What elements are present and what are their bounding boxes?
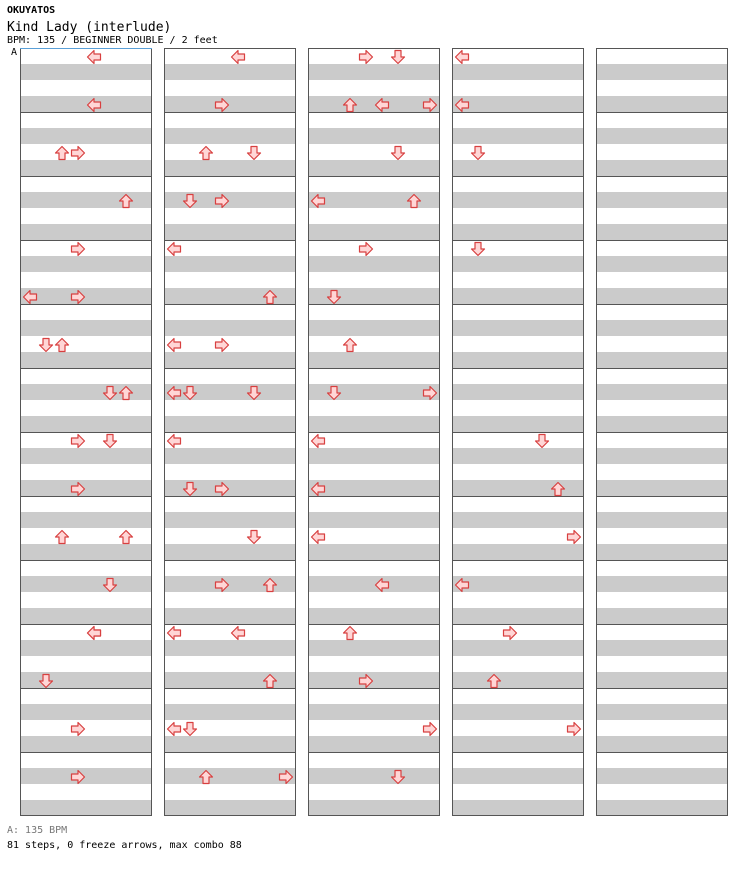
measure-line (452, 304, 584, 305)
column-border (596, 48, 597, 816)
bpm-legend: A: 135 BPM (7, 825, 68, 836)
step-arrow-right (502, 625, 518, 641)
measure-line (20, 752, 152, 753)
step-arrow-down (390, 145, 406, 161)
beat-band (308, 224, 440, 240)
beat-band (20, 224, 152, 240)
chart-column-2 (164, 48, 296, 816)
beat-band (308, 512, 440, 528)
step-arrow-down (390, 769, 406, 785)
beat-band (164, 256, 296, 272)
measure-line (596, 815, 728, 816)
beat-band (308, 64, 440, 80)
beat-band (20, 640, 152, 656)
column-border (295, 48, 296, 816)
step-arrow-left (22, 289, 38, 305)
beat-band (596, 192, 728, 208)
beat-band (596, 800, 728, 816)
song-title: Kind Lady (interlude) (7, 20, 172, 35)
step-arrow-down (102, 385, 118, 401)
beat-band (20, 352, 152, 368)
beat-band (164, 608, 296, 624)
beat-band (308, 640, 440, 656)
step-arrow-right (70, 769, 86, 785)
beat-band (452, 352, 584, 368)
beat-band (164, 352, 296, 368)
step-arrow-right (358, 49, 374, 65)
beat-band (596, 64, 728, 80)
step-arrow-left (230, 49, 246, 65)
measure-line (452, 815, 584, 816)
step-arrow-right (70, 721, 86, 737)
step-arrow-right (422, 97, 438, 113)
measure-line (308, 176, 440, 177)
beat-band (308, 672, 440, 688)
beat-band (596, 128, 728, 144)
step-arrow-up (198, 145, 214, 161)
step-arrow-left (166, 433, 182, 449)
beat-band (20, 160, 152, 176)
step-arrow-left (86, 625, 102, 641)
step-arrow-up (550, 481, 566, 497)
measure-line (20, 560, 152, 561)
beat-band (20, 416, 152, 432)
measure-line (596, 240, 728, 241)
beat-band (308, 448, 440, 464)
step-arrow-up (118, 385, 134, 401)
bpm-section-marker: A (11, 47, 18, 58)
chart-column-1 (20, 48, 152, 816)
measure-line (452, 368, 584, 369)
beat-band (452, 672, 584, 688)
step-arrow-right (70, 241, 86, 257)
measure-line (164, 815, 296, 816)
beat-band (452, 384, 584, 400)
step-arrow-left (310, 529, 326, 545)
step-arrow-right (422, 385, 438, 401)
column-border (164, 48, 165, 816)
beat-band (20, 448, 152, 464)
step-arrow-right (214, 193, 230, 209)
beat-band (452, 512, 584, 528)
measure-line (20, 496, 152, 497)
step-arrow-down (470, 145, 486, 161)
step-arrow-down (326, 385, 342, 401)
measure-line (452, 688, 584, 689)
measure-line (596, 560, 728, 561)
column-border (583, 48, 584, 816)
step-arrow-left (166, 337, 182, 353)
step-arrow-up (262, 577, 278, 593)
beat-band (20, 64, 152, 80)
beat-band (164, 736, 296, 752)
beat-band (164, 448, 296, 464)
beat-band (596, 544, 728, 560)
step-arrow-right (358, 241, 374, 257)
step-arrow-down (102, 433, 118, 449)
beat-band (308, 704, 440, 720)
measure-line (20, 815, 152, 816)
beat-band (20, 768, 152, 784)
step-arrow-left (166, 241, 182, 257)
measure-line (452, 560, 584, 561)
beat-band (452, 736, 584, 752)
step-arrow-down (182, 721, 198, 737)
step-arrow-down (246, 385, 262, 401)
measure-line (596, 176, 728, 177)
beat-band (20, 256, 152, 272)
step-arrow-left (310, 193, 326, 209)
chart-column-4 (452, 48, 584, 816)
measure-line (452, 432, 584, 433)
beat-band (308, 608, 440, 624)
measure-line (452, 624, 584, 625)
measure-line (596, 624, 728, 625)
measure-line (452, 752, 584, 753)
measure-line (164, 432, 296, 433)
beat-band (164, 800, 296, 816)
step-arrow-left (454, 49, 470, 65)
measure-line (596, 368, 728, 369)
step-arrow-up (486, 673, 502, 689)
step-arrow-left (166, 625, 182, 641)
beat-band (164, 704, 296, 720)
beat-band (452, 256, 584, 272)
step-arrow-down (182, 385, 198, 401)
beat-band (596, 320, 728, 336)
measure-line (308, 48, 440, 49)
step-arrow-left (454, 97, 470, 113)
step-arrow-up (342, 337, 358, 353)
step-arrow-left (230, 625, 246, 641)
beat-band (596, 384, 728, 400)
step-arrow-up (342, 97, 358, 113)
artist-name: OKUYATOS (7, 5, 56, 16)
step-arrow-right (70, 433, 86, 449)
beat-band (452, 640, 584, 656)
beat-band (596, 736, 728, 752)
beat-band (308, 416, 440, 432)
beat-band (452, 96, 584, 112)
column-border (727, 48, 728, 816)
beat-band (452, 800, 584, 816)
measure-line (308, 368, 440, 369)
beat-band (596, 96, 728, 112)
beat-band (596, 448, 728, 464)
beat-band (20, 736, 152, 752)
step-arrow-down (182, 193, 198, 209)
step-arrow-left (374, 577, 390, 593)
step-arrow-right (278, 769, 294, 785)
step-arrow-up (262, 673, 278, 689)
step-arrow-right (358, 673, 374, 689)
beat-band (452, 416, 584, 432)
step-arrow-up (406, 193, 422, 209)
beat-band (596, 416, 728, 432)
column-border (308, 48, 309, 816)
beat-band (308, 736, 440, 752)
beat-band (452, 608, 584, 624)
step-arrow-down (38, 337, 54, 353)
measure-line (308, 815, 440, 816)
step-arrow-left (86, 97, 102, 113)
step-arrow-left (86, 49, 102, 65)
beat-band (20, 512, 152, 528)
chart-column-5 (596, 48, 728, 816)
beat-band (308, 160, 440, 176)
beat-band (596, 576, 728, 592)
beat-band (596, 288, 728, 304)
beat-band (20, 608, 152, 624)
beat-band (452, 64, 584, 80)
beat-band (596, 160, 728, 176)
step-arrow-left (310, 433, 326, 449)
column-border (439, 48, 440, 816)
measure-line (164, 240, 296, 241)
step-arrow-right (566, 529, 582, 545)
beat-band (308, 256, 440, 272)
beat-band (452, 128, 584, 144)
beat-band (308, 320, 440, 336)
chart-meta: BPM: 135 / BEGINNER DOUBLE / 2 feet (7, 35, 218, 46)
step-arrow-right (214, 337, 230, 353)
measure-line (20, 432, 152, 433)
step-arrow-down (326, 289, 342, 305)
measure-line (596, 496, 728, 497)
step-arrow-down (534, 433, 550, 449)
beat-band (596, 640, 728, 656)
beat-band (596, 256, 728, 272)
step-arrow-up (198, 769, 214, 785)
beat-band (452, 768, 584, 784)
step-arrow-right (566, 721, 582, 737)
measure-line (308, 624, 440, 625)
beat-band (452, 224, 584, 240)
measure-line (596, 48, 728, 49)
measure-line (452, 112, 584, 113)
column-border (151, 48, 152, 816)
step-arrow-left (374, 97, 390, 113)
beat-band (20, 480, 152, 496)
beat-band (596, 672, 728, 688)
beat-band (452, 576, 584, 592)
chart-column-3 (308, 48, 440, 816)
step-arrow-right (70, 289, 86, 305)
measure-line (164, 112, 296, 113)
column-border (20, 48, 21, 816)
beat-band (452, 160, 584, 176)
measure-line (20, 368, 152, 369)
beat-band (596, 480, 728, 496)
beat-band (596, 224, 728, 240)
beat-band (20, 704, 152, 720)
beat-band (452, 544, 584, 560)
beat-band (452, 320, 584, 336)
step-arrow-down (38, 673, 54, 689)
measure-line (164, 560, 296, 561)
step-arrow-left (454, 577, 470, 593)
beat-band (164, 768, 296, 784)
beat-band (20, 576, 152, 592)
step-arrow-down (246, 529, 262, 545)
beat-band (164, 160, 296, 176)
beat-band (20, 544, 152, 560)
step-arrow-up (262, 289, 278, 305)
beat-band (452, 448, 584, 464)
beat-band (308, 352, 440, 368)
beat-band (308, 128, 440, 144)
measure-line (596, 112, 728, 113)
step-arrow-down (390, 49, 406, 65)
beat-band (20, 288, 152, 304)
beat-band (596, 704, 728, 720)
beat-band (164, 96, 296, 112)
beat-band (164, 128, 296, 144)
measure-line (308, 560, 440, 561)
beat-band (308, 544, 440, 560)
beat-band (596, 608, 728, 624)
measure-line (596, 688, 728, 689)
beat-band (20, 128, 152, 144)
measure-line (596, 432, 728, 433)
beat-band (20, 320, 152, 336)
step-arrow-right (70, 481, 86, 497)
step-arrow-left (310, 481, 326, 497)
step-arrow-up (54, 145, 70, 161)
measure-line (164, 176, 296, 177)
beat-band (164, 416, 296, 432)
step-arrow-right (214, 481, 230, 497)
step-arrow-up (54, 337, 70, 353)
beat-band (164, 512, 296, 528)
beat-band (596, 768, 728, 784)
chart-stats: 81 steps, 0 freeze arrows, max combo 88 (7, 840, 242, 851)
measure-line (308, 240, 440, 241)
beat-band (164, 224, 296, 240)
step-arrow-down (182, 481, 198, 497)
step-arrow-up (54, 529, 70, 545)
measure-line (20, 176, 152, 177)
step-arrow-down (102, 577, 118, 593)
measure-line (308, 752, 440, 753)
column-border (452, 48, 453, 816)
beat-band (308, 768, 440, 784)
beat-band (596, 512, 728, 528)
measure-line (20, 304, 152, 305)
measure-line (164, 752, 296, 753)
beat-band (596, 352, 728, 368)
beat-band (308, 800, 440, 816)
step-arrow-up (342, 625, 358, 641)
measure-line (308, 432, 440, 433)
beat-band (452, 288, 584, 304)
beat-band (164, 640, 296, 656)
measure-line (20, 240, 152, 241)
measure-line (308, 496, 440, 497)
step-arrow-up (118, 193, 134, 209)
measure-line (452, 48, 584, 49)
beat-band (164, 320, 296, 336)
beat-band (164, 64, 296, 80)
beat-band (452, 704, 584, 720)
step-arrow-right (70, 145, 86, 161)
measure-line (596, 304, 728, 305)
step-arrow-down (470, 241, 486, 257)
beat-band (308, 480, 440, 496)
step-arrow-up (118, 529, 134, 545)
step-arrow-left (166, 385, 182, 401)
measure-line (596, 752, 728, 753)
step-arrow-left (166, 721, 182, 737)
beat-band (164, 544, 296, 560)
step-arrow-right (422, 721, 438, 737)
measure-line (452, 176, 584, 177)
beat-band (20, 800, 152, 816)
measure-line (164, 368, 296, 369)
step-arrow-down (246, 145, 262, 161)
measure-line (308, 688, 440, 689)
beat-band (452, 192, 584, 208)
step-arrow-right (214, 97, 230, 113)
step-arrow-right (214, 577, 230, 593)
